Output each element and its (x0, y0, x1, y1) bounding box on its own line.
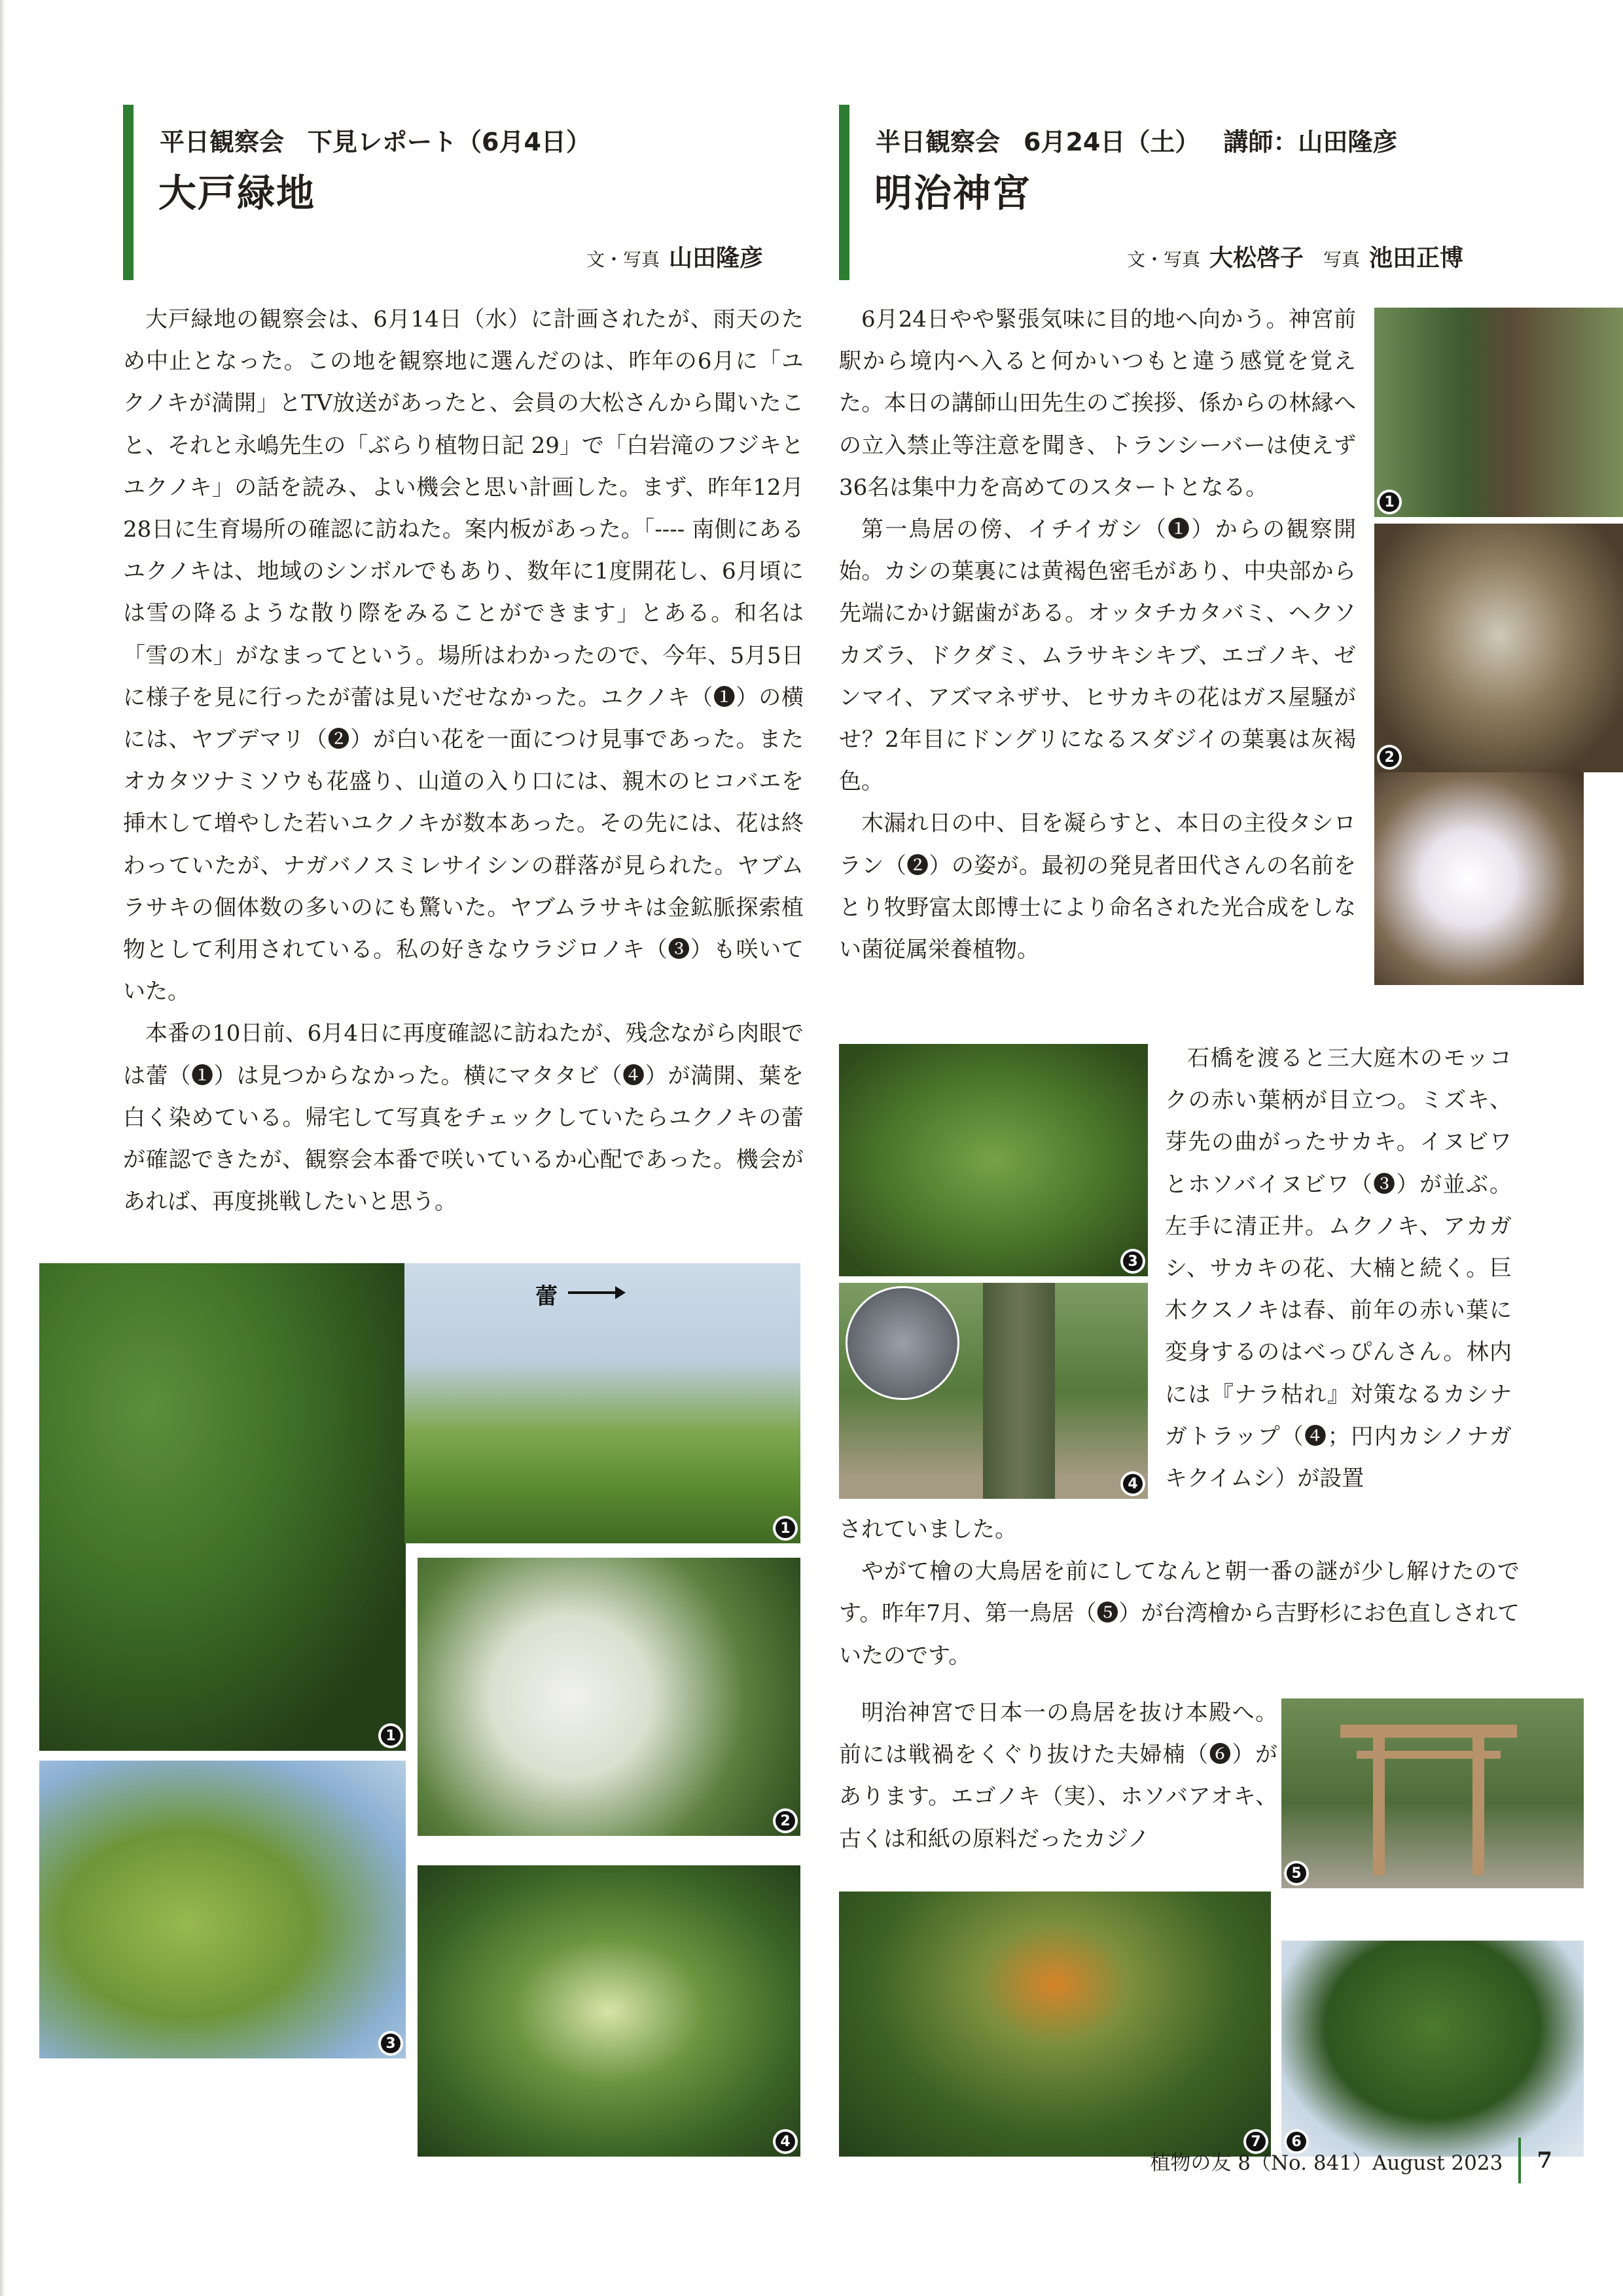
photo-yabudemari (418, 1558, 800, 1836)
paragraph: 明治神宮で日本一の鳥居を抜け本殿へ。前には戦禍をくぐり抜けた夫婦楠（❻）があります。エゴノキ（実）、ホソバアオキ、古くは和紙の原料だったカジノ (839, 1700, 1277, 1852)
photo-torii (1281, 1698, 1584, 1888)
photo-yukunoki-buds (404, 1263, 800, 1543)
right-article-body-c (839, 1509, 1520, 1677)
bud-label: 蕾 (535, 1283, 558, 1310)
torii-pillar (1472, 1725, 1484, 1875)
paragraph: 石橋を渡ると三大庭木のモッコクの赤い葉柄が目立つ。ミズキ、芽先の曲がったサカキ。イヌビワとホソバイヌビワ（❸）が並ぶ。左手に清正井。ムクノキ、アカガシ、サカキの花、大楠と続く。巨木クスノキは春、前年の赤い葉に変身するのはべっぴんさん。林内には『ナラ枯れ』対策なるカシナガトラップ（❹；円内カシノナガキクイムシ）が設置 (1165, 1045, 1512, 1492)
photo-lilies (839, 1892, 1271, 2157)
photo-meotokusu (1281, 1941, 1584, 2157)
photo-number-badge: 1 (378, 1723, 403, 1748)
photo-ichiigashi (1374, 308, 1623, 517)
photo-number-badge: 7 (1243, 2129, 1268, 2154)
photo-number-badge: 3 (378, 2031, 403, 2056)
photo-number-badge: 1 (773, 1516, 798, 1541)
left-title: 大戸緑地 (158, 171, 316, 215)
right-article-body-b (1165, 1037, 1512, 1499)
photo-number-badge: 2 (773, 1808, 798, 1833)
photo-number-badge: 4 (1120, 1471, 1145, 1496)
photo-matatabi (418, 1865, 800, 2157)
page-footer (1150, 2138, 1552, 2183)
paragraph: 大戸緑地の観察会は、6月14日（水）に計画されたが、雨天のため中止となった。この地を観察地に選んだのは、昨年の6月に「ユクノキが満開」とTV放送があったと、会員の大松さんから聞いたこと、それと永嶋先生の「ぶらり植物日記 29」で「白岩滝のフジキとユクノキ」の話を読み、よい機会と思い計画した。まず、昨年12月28日に生育場所の確認に訪ねた。案内板があった。「---- 南側にあるユクノキは、地域のシンボルでもあり、数年に1度開花し、6月頃には雪の降るような散り際をみることができます」とある。和名は「雪の木」がなまってという。場所はわかったので、今年、5月5日に様子を見に行ったが蕾は見いだせなかった。ユクノキ（❶）の横には、ヤブデマリ（❷）が白い花を一面につけ見事であった。またオカタツナミソウも花盛り、山道の入り口には、親木のヒコバエを挿木して増やした若いユクノキが数本あった。その先には、花は終わっていたが、ナガバノスミレサイシンの群落が見られた。ヤブムラサキの個体数の多いのにも驚いた。ヤブムラサキは金鉱脈探索植物として利用されている。私の好きなウラジロノキ（❸）も咲いていた。 (123, 306, 804, 1005)
accent-bar (123, 105, 134, 280)
torii-beam (1340, 1725, 1517, 1738)
page-number: 7 (1537, 2147, 1552, 2174)
paragraph: 本番の10日前、6月4日に再度確認に訪ねたが、残念ながら肉眼では蕾（❶）は見つからなかった。横にマタタビ（❹）が満開、葉を白く染めている。帰宅して写真をチェックしていたらユクノキの蕾が確認できたが、観察会本番で咲いているか心配であった。機会があれば、再度挑戦したいと思う。 (123, 1020, 804, 1215)
accent-bar (839, 105, 849, 280)
left-kicker: 平日観察会 下見レポート（6月4日） (160, 128, 591, 156)
photo-tashiroran-closeup (1374, 772, 1584, 985)
torii-pillar (1373, 1725, 1385, 1875)
paragraph-continuation: されていました。 (839, 1516, 1017, 1543)
paragraph: 6月24日やや緊張気味に目的地へ向かう。神宮前駅から境内へ入ると何かいつもと違う感覚を覚えた。本日の講師山田先生のご挨拶、係からの林縁への立入禁止等注意を聞き、トランシーバーは使えず36名は集中力を高めてのスタートとなる。 (839, 306, 1356, 501)
paragraph: 第一鳥居の傍、イチイガシ（❶）からの観察開始。カシの葉裏には黄褐色密毛があり、中央部から先端にかけ鋸歯がある。オッタチカタバミ、ヘクソカズラ、ドクダミ、ムラサキシキブ、エゴノキ、ゼンマイ、アズマネザサ、ヒサカキの花はガス屋騒がせ？2年目にドングリになるスダジイの葉裏は灰褐色。 (839, 516, 1356, 795)
left-byline: 文・写真 山田隆彦 (586, 244, 764, 272)
right-article-header (839, 105, 1493, 281)
photo-kashinaga-trap (839, 1283, 1148, 1499)
paragraph: やがて檜の大鳥居を前にしてなんと朝一番の謎が少し解けたのです。昨年7月、第一鳥居（❺）が台湾檜から吉野杉にお色直しされていたのです。 (839, 1558, 1520, 1669)
right-article-body-d (839, 1692, 1277, 1860)
photo-tashiroran (1374, 524, 1623, 772)
left-article-body (123, 298, 804, 1223)
right-kicker: 半日観察会 6月24日（土） 講師：山田隆彦 (876, 128, 1398, 156)
beetle-inset (846, 1286, 959, 1400)
photo-urajironoki (39, 1761, 406, 2058)
photo-hosobainubiwa (839, 1044, 1148, 1276)
photo-number-badge: 2 (1377, 745, 1402, 770)
photo-number-badge: 6 (1284, 2129, 1309, 2154)
photo-number-badge: 3 (1120, 1249, 1145, 1274)
page-edge (0, 0, 5, 2296)
arrow-icon (568, 1291, 622, 1294)
photo-number-badge: 1 (1377, 490, 1402, 514)
paragraph: 木漏れ日の中、目を凝らすと、本日の主役タシロラン（❷）の姿が。最初の発見者田代さんの名前をとり牧野富太郎博士により命名された光合成をしない菌従属栄養植物。 (839, 810, 1356, 963)
photo-yukunoki-tree (39, 1263, 406, 1751)
tree-trunk (983, 1283, 1055, 1499)
footer-rule (1518, 2138, 1521, 2183)
right-article-body (839, 298, 1356, 971)
photo-number-badge: 4 (773, 2129, 798, 2154)
photo-number-badge: 5 (1284, 1861, 1309, 1886)
right-title: 明治神宮 (874, 171, 1032, 215)
right-byline: 文・写真 大松啓子 写真 池田正博 (1127, 244, 1464, 272)
journal-info: 植物の友 8（No. 841）August 2023 (1150, 2151, 1503, 2175)
left-article-header (123, 105, 804, 281)
